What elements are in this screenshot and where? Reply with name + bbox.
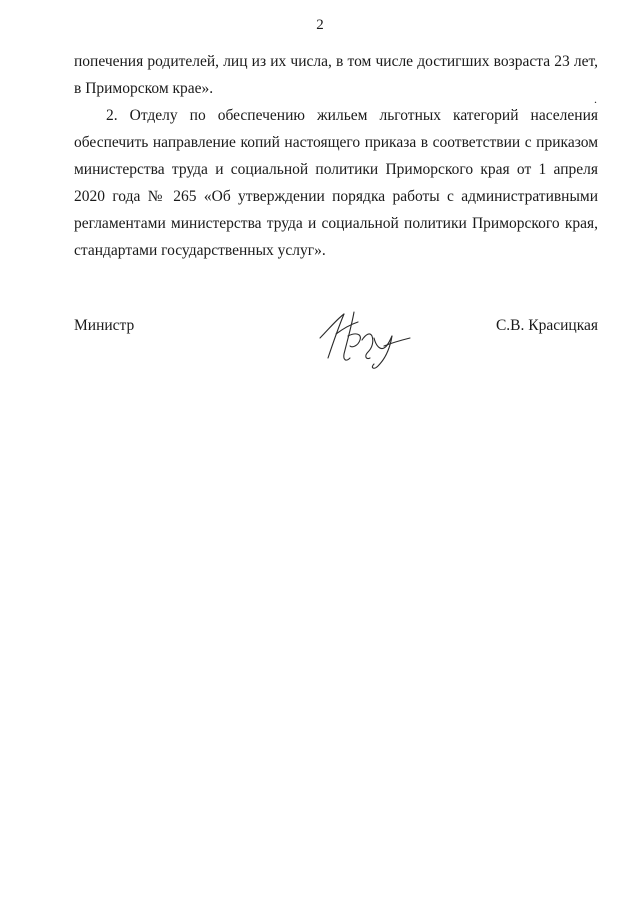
signature-block — [74, 316, 598, 376]
paragraph-2-line-2: обеспечить направление копий настоящего приказа в соответствии с приказом — [74, 134, 598, 151]
paragraph-2-line-5: регламентами министерства труда и социальной политики Приморского края, — [74, 215, 598, 232]
handwritten-signature — [314, 308, 414, 370]
paragraph-2-line-1: 2. Отделу по обеспечению жильем льготных категорий населения — [106, 107, 598, 124]
continuation-line-1: попечения родителей, лиц из их числа, в том числе достигших возраста 23 лет, — [74, 53, 598, 70]
paragraph-2-line-3: министерства труда и социальной политики Приморского края от 1 апреля — [74, 161, 598, 178]
signatory-name: С.В. Красицкая — [495, 317, 598, 334]
page-number: 2 — [316, 17, 324, 33]
signatory-title: Министр — [74, 317, 135, 334]
paragraph-2-line-6: стандартами государственных услуг». — [74, 242, 326, 259]
stray-mark: . — [594, 92, 597, 106]
paragraph-2-line-4: 2020 года № 265 «Об утверждении порядка работы с административными — [74, 188, 598, 205]
continuation-line-2: в Приморском крае». — [74, 80, 214, 97]
